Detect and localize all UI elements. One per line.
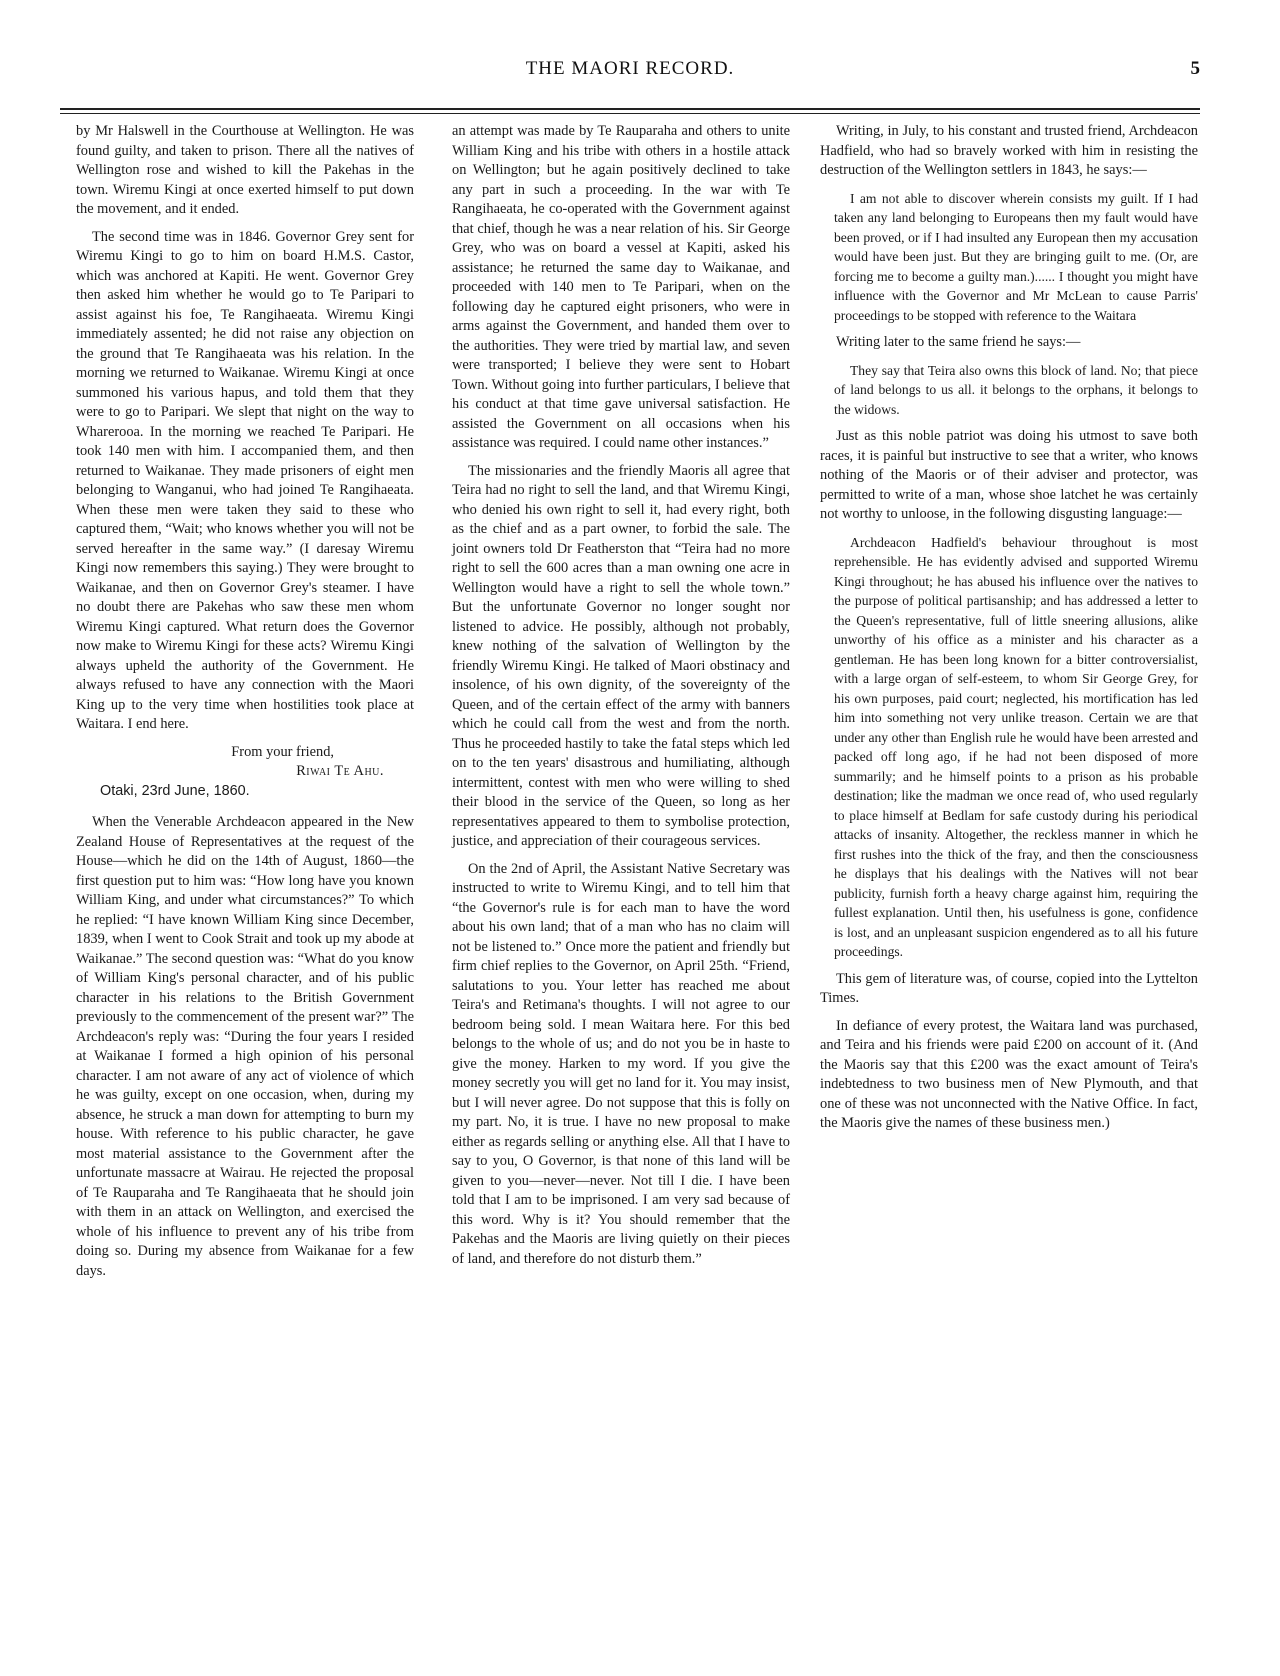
paragraph: The second time was in 1846. Governor Grey sent for Wiremu Kingi to go to him on board H.M.S. Castor, which was anchored at Kapiti. He went. Governor Grey then asked him whether he would go to Te Paripari to assist against his foe, Te Rangihaeata. Wiremu Kingi immediately assented; he did not raise any objection on the ground that Te Rangihaeata was his relation. In the morning we returned to Waikanae. Wiremu Kingi at once summoned his various hapus, and told them that they were to go to Paripari. We slept that night on the way to Wharerooa. In the morning we reached Te Paripari. He took 140 men with him. I accompanied them, and then returned to Waikanae. They made prisoners of eight men belonging to Wanganui, who had joined Te Rangihaeata. When these men were taken they said to these who captured them, “Wait; who knows whether you will not be served hereafter in the same way.” (I daresay Wiremu Kingi now remembers this saying.) They were brought to Waikanae, and then on Governor Grey's steamer. I have no doubt there are Pakehas who saw these men whom Wiremu Kingi captured. What return does the Governor now make to Wiremu Kingi for these acts? Wiremu Kingi always upheld the authority of the Government. He always refused to have any connection with the Maori King up to the very time when hostilities took place at Waitara. I end here. <box>76 228 414 732</box>
letter-signoff: From your friend, <box>231 743 334 760</box>
page-number: 5 <box>1190 58 1200 79</box>
page-header <box>60 58 1200 90</box>
paragraph: Writing later to the same friend he says:— <box>836 334 1081 350</box>
header-rule-thin <box>60 113 1200 114</box>
block-quote: I am not able to discover wherein consists my guilt. If I had taken any land belonging to Europeans then my fault would have been proved, or if I had insulted any European then my accusation would have been just. But they are bringing guilt to me. (Or, are forcing me to become a guilty man.)...... I thought you might have influence with the Governor and Mr McLean to cause Parris' proceedings to be stopped with reference to the Waitara <box>834 190 1198 323</box>
column-middle <box>452 122 790 1277</box>
paragraph: In defiance of every protest, the Waitara land was purchased, and Teira and his friends were paid £200 on account of it. (And the Maoris say that this £200 was the exact amount of Teira's indebtedness to two business men of New Plymouth, and that one of these was not unconnected with the Native Office. In fact, the Maoris give the names of these business men.) <box>820 1017 1198 1131</box>
column-left <box>76 122 414 1289</box>
publication-title: THE MAORI RECORD. <box>525 58 735 79</box>
header-rule-thick <box>60 108 1200 110</box>
letter-signature: Riwai Te Ahu. <box>296 763 384 779</box>
block-quote: They say that Teira also owns this block of land. No; that piece of land belongs to us all. it belongs to the orphans, it belongs to the widows. <box>834 362 1198 417</box>
paragraph: On the 2nd of April, the Assistant Native Secretary was instructed to write to Wiremu Kingi, and to tell him that “the Governor's rule is for each man to have the word about his own land; that of a man who has no claim will not be listened to.” Once more the patient and friendly but firm chief replies to the Governor, on April 25th. “Friend, salutations to you. Your letter has reached me about Teira's and Retimana's thoughts. I will not agree to our bedroom being sold. I mean Waitara here. For this bed belongs to the whole of us; and do not you be in haste to give the money. Harken to my word. If you give the money secretly you will get no land for it. You may insist, but I will never agree. Do not suppose that this is folly on my part. No, it is true. I have no new proposal to make either as regards selling or anything else. All that I have to say to you, O Governor, is that none of this land will be given to you—never—never. Not till I die. I have been told that I am to be imprisoned. I am very sad because of this word. Why is it? You should remember that the Pakehas and the Maoris are living quietly on their pieces of land, and therefore do not disturb them.” <box>452 860 790 1267</box>
paragraph: by Mr Halswell in the Courthouse at Wellington. He was found guilty, and taken to prison. There all the natives of Wellington rose and wished to kill the Pakehas in the town. Wiremu Kingi at once exerted himself to put down the movement, and it ended. <box>76 123 414 217</box>
paragraph: This gem of literature was, of course, copied into the Lyttelton Times. <box>820 970 1198 1006</box>
column-right <box>820 122 1198 1142</box>
paragraph: The missionaries and the friendly Maoris all agree that Teira had no right to sell the land, and that Wiremu Kingi, who denied his own right to sell it, had every right, both as the chief and as a part owner, to forbid the sale. The joint owners told Dr Featherston that “Teira had no more right to sell the 600 acres than a man owning one acre in Wellington would have a right to sell the whole town.” But the unfortunate Governor no longer sought nor listened to advice. He possibly, although not probably, knew nothing of the salvation of Wellington by the friendly Wiremu Kingi. He talked of Maori obstinacy and insolence, of his own dignity, of the sovereignty of the Queen, and of the certain effect of the army with banners which he could call from the west and from the north. Thus he proceeded hastily to take the fatal steps which led on to the ten years' disastrous and humiliating, although intermittent, contest with men who were willing to shed their blood in the service of the Queen, so long as her representatives appeared to them to symbolise protection, justice, and appreciation of their courageous services. <box>452 462 790 849</box>
block-quote: Archdeacon Hadfield's behaviour throughout is most reprehensible. He has evidently advised and supported Wiremu Kingi throughout; he has abused his influence over the natives to the purpose of political partisanship; and has addressed a letter to the Queen's representative, full of little sneering allusions, alike unworthy of his office as a minister and his character as a gentleman. He has been long known for a bitter controversialist, with a large organ of self-esteem, to whom Sir George Grey, for his own purposes, paid court; neglected, his mortification has led him into something not very unlike treason. Certain we are that under any other than English rule he would have been arrested and packed off long ago, if he had not been disposed of more summarily; and he himself points to a prison as his probable destination; like the madman we once read of, who used regularly to place himself at Bedlam for safe custody during his periodical attacks of insanity. Altogether, the reckless manner in which he first rushes into the thick of the fray, and then the consciousness he displays that his dealings with the Natives will not bear publicity, furnish forth a heavy charge against him, requiring the fullest explanation. Until then, his usefulness is gone, confidence is lost, and an unpleasant suspicion engendered as to all his future proceedings. <box>834 534 1198 959</box>
paragraph: Just as this noble patriot was doing his utmost to save both races, it is painful but instructive to see that a writer, who knows nothing of the Maoris or of their adviser and protector, was permitted to write of a man, whose shoe latchet he was certainly not worthy to unloose, in the following disgusting language:— <box>820 428 1198 522</box>
paragraph: an attempt was made by Te Rauparaha and others to unite William King and his tribe with others in a hostile attack on Wellington; but he again positively declined to take any part in such a proceeding. In the war with Te Rangihaeata, he co-operated with the Government against that chief, though he was a near relation of his. Sir George Grey, who was on board a vessel at Kapiti, asked his assistance; he returned the same day to Waikanae, and proceeded with 140 men to Te Paripari, when on the following day he captured eight prisoners, who were in arms against the Government, and handed them over to the authorities. They were tried by martial law, and seven were transported; I believe they were sent to Hobart Town. Without going into further particulars, I believe that his conduct at that time gave universal satisfaction. He assisted the Government on all occasions when his assistance was required. I could name other instances.” <box>452 123 790 451</box>
paragraph: Writing, in July, to his constant and trusted friend, Archdeacon Hadfield, who had so bravely worked with him in resisting the destruction of the Wellington settlers in 1843, he says:— <box>820 123 1198 178</box>
letter-dateline: Otaki, 23rd June, 1860. <box>100 782 250 799</box>
paragraph: When the Venerable Archdeacon appeared in the New Zealand House of Representatives at the request of the House—which he did on the 14th of August, 1860—the first question put to him was: “How long have you known William King, and under what circumstances?” To which he replied: “I have known William King since December, 1839, when I went to Cook Strait and took up my abode at Waikanae.” The second question was: “What do you know of William King's personal character, and of his public character in his relations to the British Government previously to the commencement of the present war?” The Archdeacon's reply was: “During the four years I resided at Waikanae I formed a high opinion of his personal character. I am not aware of any act of violence of which he was guilty, except on one occasion, when, during my absence, he struck a man down for attempting to burn my house. With reference to his public character, he gave most material assistance to the Government after the unfortunate massacre at Wairau. He rejected the proposal of Te Rauparaha and Te Rangihaeata that he should join with them in an attack on Wellington, and exercised the whole of his influence to prevent any of his tribe from doing so. During my absence from Waikanae for a few days. <box>76 814 414 1279</box>
